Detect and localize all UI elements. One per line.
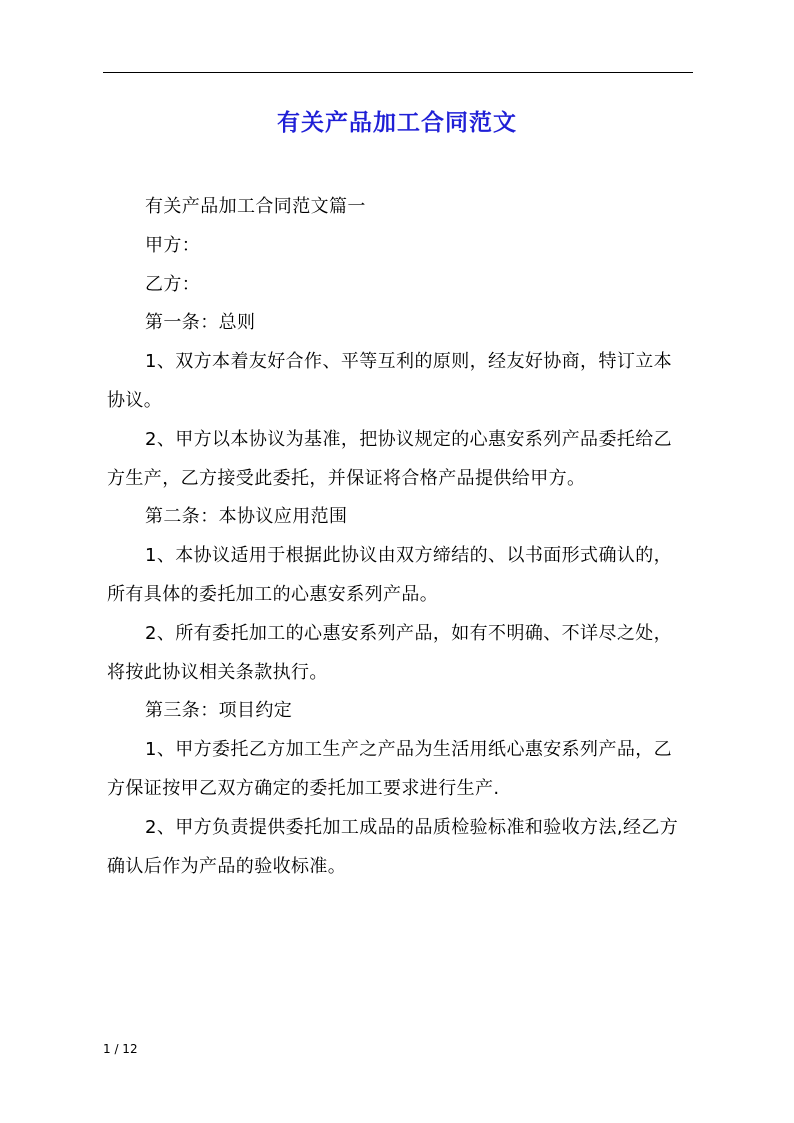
paragraph: 第三条：项目约定	[145, 700, 293, 722]
paragraph: 第一条：总则	[145, 312, 256, 334]
paragraph: 乙方：	[145, 273, 201, 295]
header-rule	[103, 72, 693, 73]
paragraph: 第二条：本协议应用范围	[145, 506, 348, 528]
paragraph: 1、双方本着友好合作、平等互利的原则，经友好协商，特订立本协议。	[107, 351, 673, 411]
paragraph: 1、甲方委托乙方加工生产之产品为生活用纸心惠安系列产品，乙方保证按甲乙双方确定的委托加工要求进行生产.	[107, 739, 673, 799]
paragraph: 1、本协议适用于根据此协议由双方缔结的、以书面形式确认的，所有具体的委托加工的心惠安系列产品。	[107, 545, 673, 605]
paragraph: 甲方：	[145, 234, 201, 256]
paragraph: 有关产品加工合同范文篇一	[145, 196, 366, 217]
document-body	[107, 188, 689, 886]
page-number: 1 / 12	[103, 1042, 138, 1056]
paragraph: 2、所有委托加工的心惠安系列产品，如有不明确、不详尽之处，将按此协议相关条款执行。	[107, 622, 673, 683]
paragraph: 2、甲方负责提供委托加工成品的品质检验标准和验收方法,经乙方确认后作为产品的验收标准。	[107, 816, 679, 877]
document-title: 有关产品加工合同范文	[277, 110, 517, 136]
paragraph: 2、甲方以本协议为基准，把协议规定的心惠安系列产品委托给乙方生产，乙方接受此委托，并保证将合格产品提供给甲方。	[107, 428, 673, 489]
